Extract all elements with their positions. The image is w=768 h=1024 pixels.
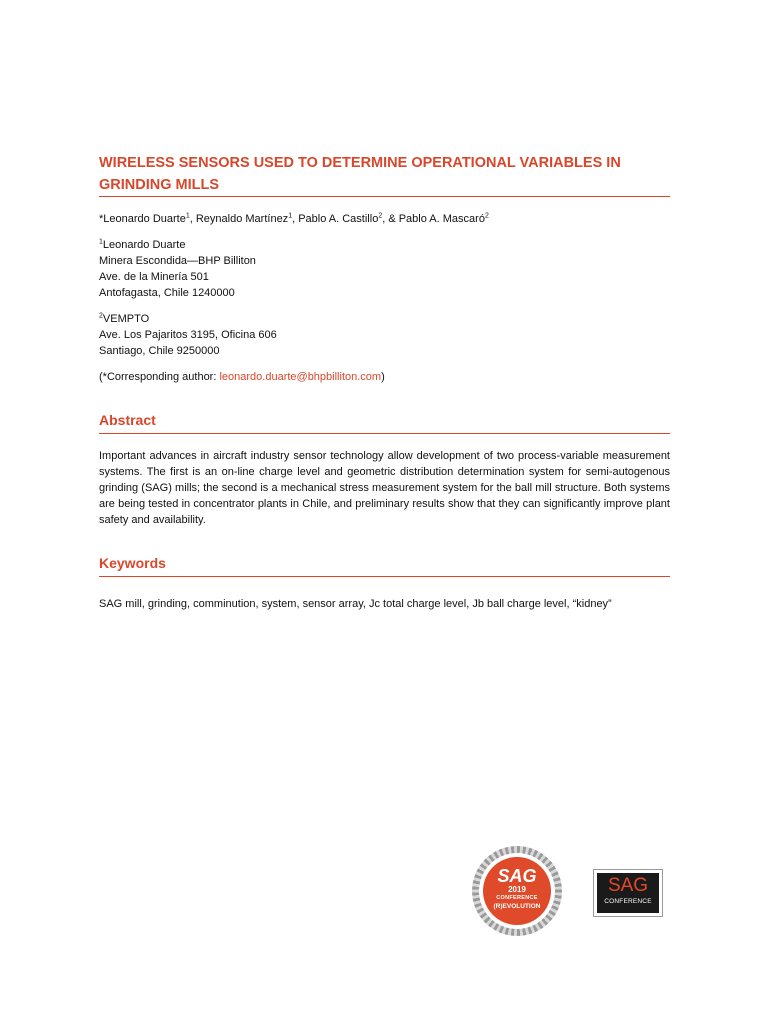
affiliation-marker: 1: [99, 238, 103, 246]
affiliation-1: [99, 237, 256, 301]
corresponding-prefix: (*Corresponding author:: [99, 371, 220, 383]
author-name: *Leonardo Duarte: [99, 213, 186, 225]
affiliation-address: Ave. de la Minería 501: [99, 271, 209, 283]
sag-2019-badge-logo: [472, 846, 562, 936]
title-rule: [99, 196, 670, 197]
affiliation-marker: 2: [378, 212, 383, 220]
affiliation-city: Santiago, Chile 9250000: [99, 345, 220, 357]
abstract-text: Important advances in aircraft industry sensor technology allow development of two process-variable measurement systems. The first is an on-line charge level and geometric distribution determination system for semi-autogenous grinding (SAG) mills; the second is a mechanical stress measurement system for the ball mill structure. Both systems are being tested in concentrator plants in Chile, and preliminary results show that they can significantly improve plant safety and availability.: [99, 450, 670, 526]
affiliation-marker: 1: [185, 212, 190, 220]
paper-title: WIRELESS SENSORS USED TO DETERMINE OPERATIONAL VARIABLES IN GRINDING MILLS: [99, 155, 621, 193]
affiliation-org: Minera Escondida—BHP Billiton: [99, 255, 256, 267]
affiliation-city: Antofagasta, Chile 1240000: [99, 287, 235, 299]
badge-year-text: 2019: [508, 885, 526, 894]
author-name: , Reynaldo Martínez: [189, 213, 289, 225]
affiliation-name: Leonardo Duarte: [102, 239, 186, 251]
author-name: , Pablo A. Castillo: [292, 213, 379, 225]
badge-revolution-text: (R)EVOLUTION: [493, 903, 541, 910]
affiliation-2: [99, 311, 277, 359]
badge-center: [483, 857, 551, 925]
badge-sag-text: SAG: [497, 866, 537, 886]
affiliation-address: Ave. Los Pajaritos 3195, Oficina 606: [99, 329, 277, 341]
affiliation-marker: 2: [484, 212, 489, 220]
abstract-heading: Abstract: [99, 412, 156, 428]
keywords-heading: Keywords: [99, 555, 166, 571]
sag-conference-logo: [593, 869, 663, 917]
abstract-rule: [99, 433, 670, 434]
affiliation-marker: 2: [99, 312, 103, 320]
badge-conference-text: CONFERENCE: [496, 895, 538, 901]
affiliation-name: VEMPTO: [102, 313, 150, 325]
affiliation-marker: 1: [288, 212, 293, 220]
author-list: [99, 211, 489, 227]
sag-logo-text: SAG: [607, 875, 649, 896]
author-name: , & Pablo A. Mascaró: [382, 213, 485, 225]
keywords-text: SAG mill, grinding, comminution, system, sensor array, Jc total charge level, Jb ball charge level, “kidney”: [99, 598, 612, 610]
corresponding-email-link[interactable]: leonardo.duarte@bhpbilliton.com: [219, 371, 382, 383]
keywords-rule: [99, 576, 670, 577]
corresponding-suffix: ): [381, 371, 385, 383]
sag-logo-box: [597, 873, 659, 913]
corresponding-author: [99, 369, 385, 385]
sag-logo-conference-text: CONFERENCE: [604, 898, 652, 905]
